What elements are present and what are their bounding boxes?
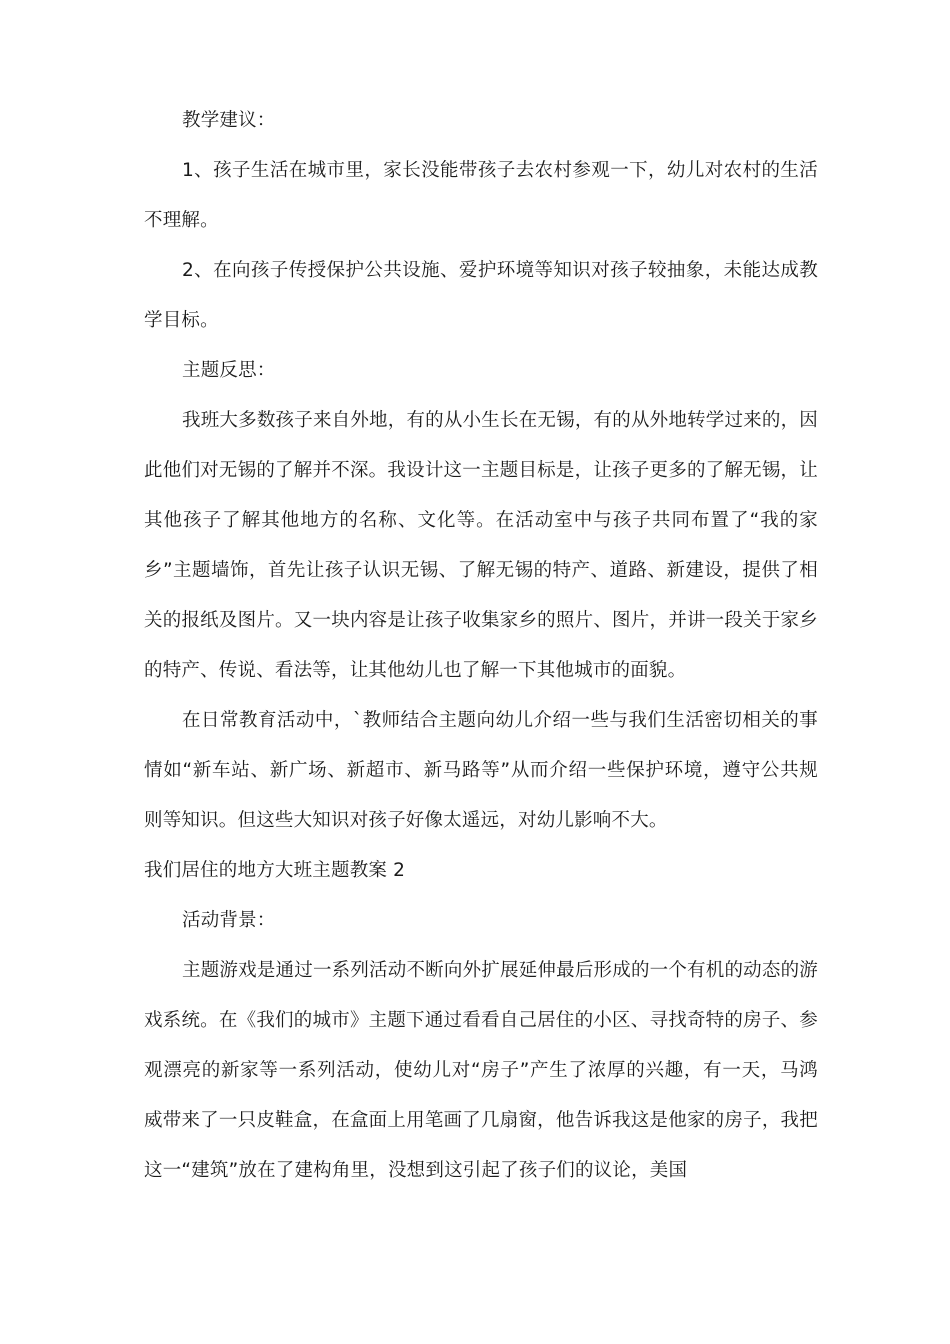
background-heading: 活动背景： (182, 910, 276, 931)
lesson-plan-2-title: 我们居住的地方大班主题教案 2 (144, 860, 406, 881)
reflection-paragraph-1: 我班大多数孩子来自外地，有的从小生长在无锡，有的从外地转学过来的，因此他们对无锡的了解并不深。我设计这一主题目标是，让孩子更多的了解无锡，让其他孩子了解其他地方的名称、文化等。在活动室中与孩子共同布置了“我的家乡”主题墙饰，首先让孩子认识无锡、了解无锡的特产、道路、新建设，提供了相关的报纸及图片。又一块内容是让孩子收集家乡的照片、图片，并讲一段关于家乡的特产、传说、看法等，让其他幼儿也了解一下其他城市的面貌。 (144, 410, 818, 681)
background-paragraph-1: 主题游戏是通过一系列活动不断向外扩展延伸最后形成的一个有机的动态的游戏系统。在《我们的城市》主题下通过看看自己居住的小区、寻找奇特的房子、参观漂亮的新家等一系列活动，使幼儿对“房子”产生了浓厚的兴趣，有一天，马鸿威带来了一只皮鞋盒，在盒面上用笔画了几扇窗，他告诉我这是他家的房子，我把这一“建筑”放在了建构角里，没想到这引起了孩子们的议论，美国 (144, 960, 818, 1181)
reflection-paragraph-2: 在日常教育活动中，`教师结合主题向幼儿介绍一些与我们生活密切相关的事情如“新车站、新广场、新超市、新马路等”从而介绍一些保护环境，遵守公共规则等知识。但这些大知识对孩子好像太遥远，对幼儿影响不大。 (144, 710, 818, 831)
suggestion-1: 1、孩子生活在城市里，家长没能带孩子去农村参观一下，幼儿对农村的生活不理解。 (144, 160, 818, 231)
teaching-suggestion-heading: 教学建议： (182, 110, 276, 131)
document-body (144, 96, 818, 1196)
suggestion-2: 2、在向孩子传授保护公共设施、爱护环境等知识对孩子较抽象，未能达成教学目标。 (144, 260, 818, 331)
reflection-heading: 主题反思： (182, 360, 276, 381)
